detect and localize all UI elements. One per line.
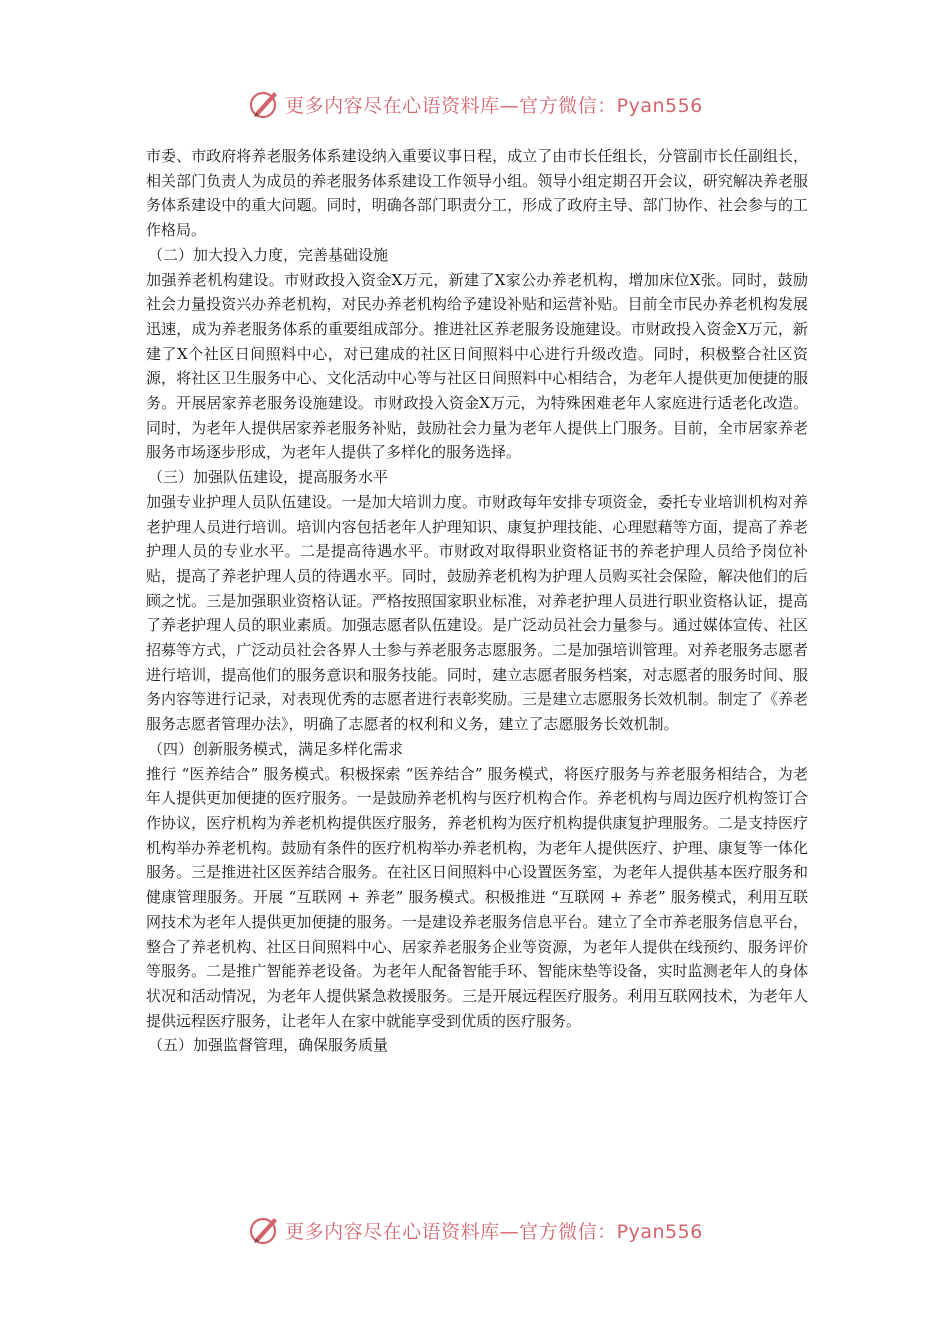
section-heading: （三）加强队伍建设，提高服务水平 <box>148 468 389 487</box>
paragraph: 市委、市政府将养老服务体系建设纳入重要议事日程，成立了由市长任组长，分管副市长任副组长，相关部门负责人为成员的养老服务体系建设工作领导小组。领导小组定期召开会议，研究解决养老服务体系建设中的重大问题。同时，明确各部门职责分工，形成了政府主导、部门协作、社会参与的工作格局。 <box>146 147 808 240</box>
paragraph: 加强专业护理人员队伍建设。一是加大培训力度。市财政每年安排专项资金，委托专业培训机构对养老护理人员进行培训。培训内容包括老年人护理知识、康复护理技能、心理慰藉等方面，提高了养老护理人员的专业水平。二是提高待遇水平。市财政对取得职业资格证书的养老护理人员给予岗位补贴，提高了养老护理人员的待遇水平。同时，鼓励养老机构为护理人员购买社会保险，解决他们的后顾之忧。三是加强职业资格认证。严格按照国家职业标准，对养老护理人员进行职业资格认证，提高了养老护理人员的职业素质。加强志愿者队伍建设。是广泛动员社会力量参与。通过媒体宣传、社区招募等方式，广泛动员社会各界人士参与养老服务志愿服务。二是加强培训管理。对养老服务志愿者进行培训，提高他们的服务意识和服务技能。同时，建立志愿者服务档案，对志愿者的服务时间、服务内容等进行记录，对表现优秀的志愿者进行表彰奖励。三是建立志愿服务长效机制。制定了《养老服务志愿者管理办法》，明确了志愿者的权利和义务，建立了志愿服务长效机制。 <box>146 492 808 734</box>
pen-logo-icon <box>247 1213 281 1247</box>
banner-text: 更多内容尽在心语资料库—官方微信：Pyan556 <box>285 94 703 117</box>
pen-logo-icon <box>247 87 281 121</box>
section-heading: （五）加强监督管理，确保服务质量 <box>148 1036 389 1055</box>
document-body <box>146 144 808 1058</box>
banner-text: 更多内容尽在心语资料库—官方微信：Pyan556 <box>285 1220 703 1243</box>
section-heading: （四）创新服务模式，满足多样化需求 <box>148 739 404 758</box>
paragraph: 推行 “医养结合” 服务模式。积极探索 “医养结合” 服务模式，将医疗服务与养老服务相结合，为老年人提供更加便捷的医疗服务。一是鼓励养老机构与医疗机构合作。养老机构与周边医疗机构签订合作协议，医疗机构为养老机构提供医疗服务，养老机构为医疗机构提供康复护理服务。二是支持医疗机构举办养老机构。鼓励有条件的医疗机构举办养老机构，为老年人提供医疗、护理、康复等一体化服务。三是推进社区医养结合服务。在社区日间照料中心设置医务室，为老年人提供基本医疗服务和健康管理服务。开展 “互联网 + 养老” 服务模式。积极推进 “互联网 + 养老” 服务模式，利用互联网技术为老年人提供更加便捷的服务。一是建设养老服务信息平台。建立了全市养老服务信息平台，整合了养老机构、社区日间照料中心、居家养老服务企业等资源，为老年人提供在线预约、服务评价等服务。二是推广智能养老设备。为老年人配备智能手环、智能床垫等设备，实时监测老年人的身体状况和活动情况，为老年人提供紧急救援服务。三是开展远程医疗服务。利用互联网技术，为老年人提供远程医疗服务，让老年人在家中就能享受到优质的医疗服务。 <box>146 764 808 1030</box>
header-banner <box>0 86 950 122</box>
paragraph: 加强养老机构建设。市财政投入资金X万元，新建了X家公办养老机构，增加床位X张。同时，鼓励社会力量投资兴办养老机构，对民办养老机构给予建设补贴和运营补贴。目前全市民办养老机构发展迅速，成为养老服务体系的重要组成部分。推进社区养老服务设施建设。市财政投入资金X万元，新建了X个社区日间照料中心，对已建成的社区日间照料中心进行升级改造。同时，积极整合社区资源，将社区卫生服务中心、文化活动中心等与社区日间照料中心相结合，为老年人提供更加便捷的服务。开展居家养老服务设施建设。市财政投入资金X万元，为特殊困难老年人家庭进行适老化改造。同时，为老年人提供居家养老服务补贴，鼓励社会力量为老年人提供上门服务。目前，全市居家养老服务市场逐步形成，为老年人提供了多样化的服务选择。 <box>146 270 808 462</box>
section-heading: （二）加大投入力度，完善基础设施 <box>148 245 389 264</box>
footer-banner <box>0 1212 950 1248</box>
